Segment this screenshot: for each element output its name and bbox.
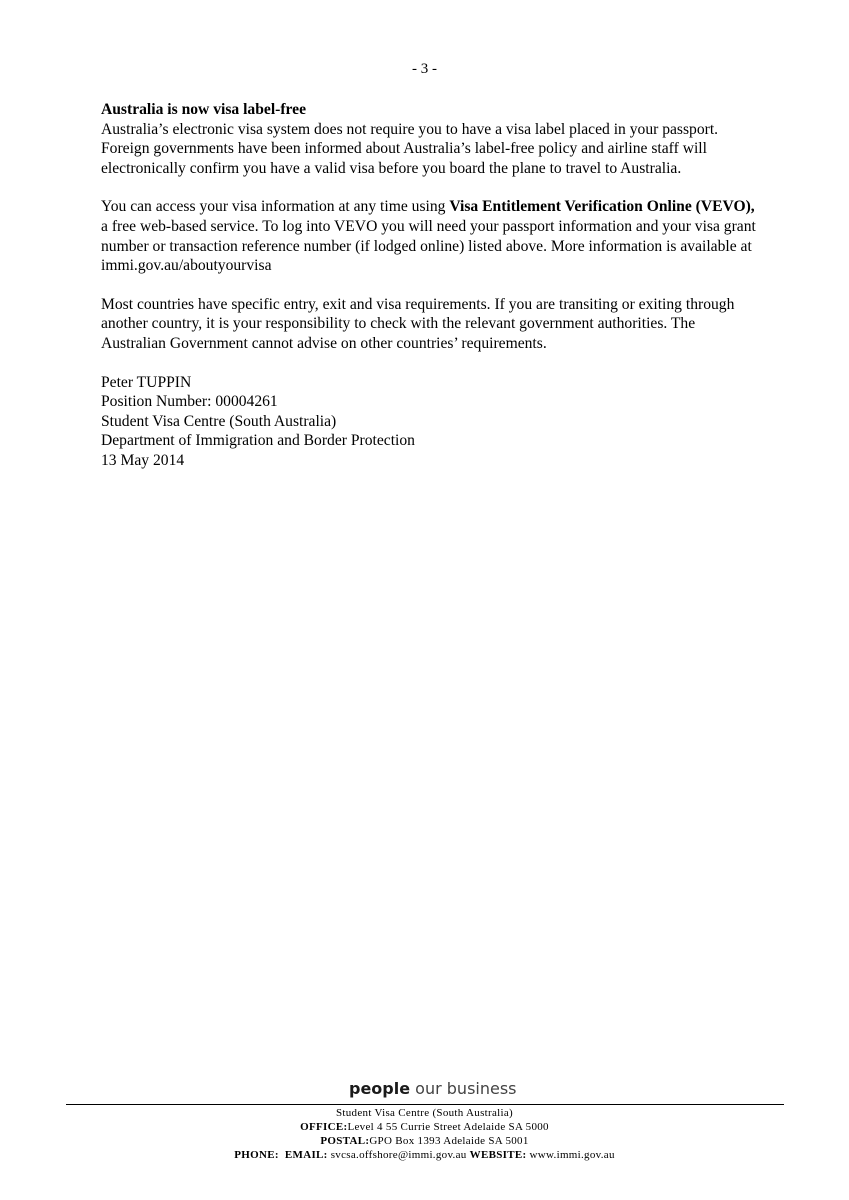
tagline-rest: our business (410, 1079, 517, 1098)
website-label: WEBSITE: (469, 1149, 527, 1161)
footer-centre-name: Student Visa Centre (South Australia) (335, 1107, 514, 1119)
letter-body (101, 100, 761, 471)
signature-block (101, 373, 761, 471)
postal-address: GPO Box 1393 Adelaide SA 5001 (369, 1135, 529, 1147)
website-address[interactable]: www.immi.gov.au (529, 1149, 615, 1161)
paragraph-vevo (101, 197, 761, 275)
footer-contact-line (0, 1148, 849, 1162)
letter-date: 13 May 2014 (101, 451, 185, 469)
paragraph-transit-requirements: Most countries have specific entry, exit and visa requirements. If you are transiting or exiting through another country, it is your responsibility to check with the relevant government authorities. The Australian Government cannot advise on other countries’ requirements. (101, 295, 735, 352)
section-heading: Australia is now visa label-free (101, 101, 307, 118)
email-address[interactable]: svcsa.offshore@immi.gov.au (330, 1149, 467, 1161)
postal-label: POSTAL: (320, 1135, 370, 1147)
footer-postal-line (0, 1134, 849, 1148)
section-label-free (101, 100, 761, 178)
tagline-bold-word: people (349, 1079, 411, 1098)
signatory-position: Position Number: 00004261 (101, 393, 278, 411)
phone-label: PHONE: (234, 1149, 279, 1161)
footer-divider (66, 1104, 784, 1105)
office-label: OFFICE: (300, 1121, 348, 1133)
footer-office-line (0, 1120, 849, 1134)
vevo-service-name: Visa Entitlement Verification Online (VEVO), (449, 198, 755, 216)
signatory-department: Department of Immigration and Border Protection (101, 432, 415, 450)
paragraph-vevo-intro: You can access your visa information at any time using (101, 198, 450, 216)
footer-tagline (349, 1079, 517, 1099)
email-label: EMAIL: (284, 1149, 328, 1161)
signatory-office: Student Visa Centre (South Australia) (101, 412, 337, 430)
footer-contact-block (0, 1106, 849, 1162)
page-number: - 3 - (412, 61, 437, 77)
office-address: Level 4 55 Currie Street Adelaide SA 5000 (347, 1121, 549, 1133)
paragraph-vevo-details: a free web-based service. To log into VEVO you will need your passport information and your visa grant number or transaction reference number (if lodged online) listed above. More information is available at immi.gov.au/aboutyourvisa (101, 217, 756, 275)
signatory-name: Peter TUPPIN (101, 373, 192, 391)
paragraph-label-free: Australia’s electronic visa system does not require you to have a visa label placed in your passport. Foreign governments have been informed about Australia’s label-free policy and airline staff will electronically confirm you have a valid visa before you board the plane to travel to Australia. (101, 120, 719, 177)
